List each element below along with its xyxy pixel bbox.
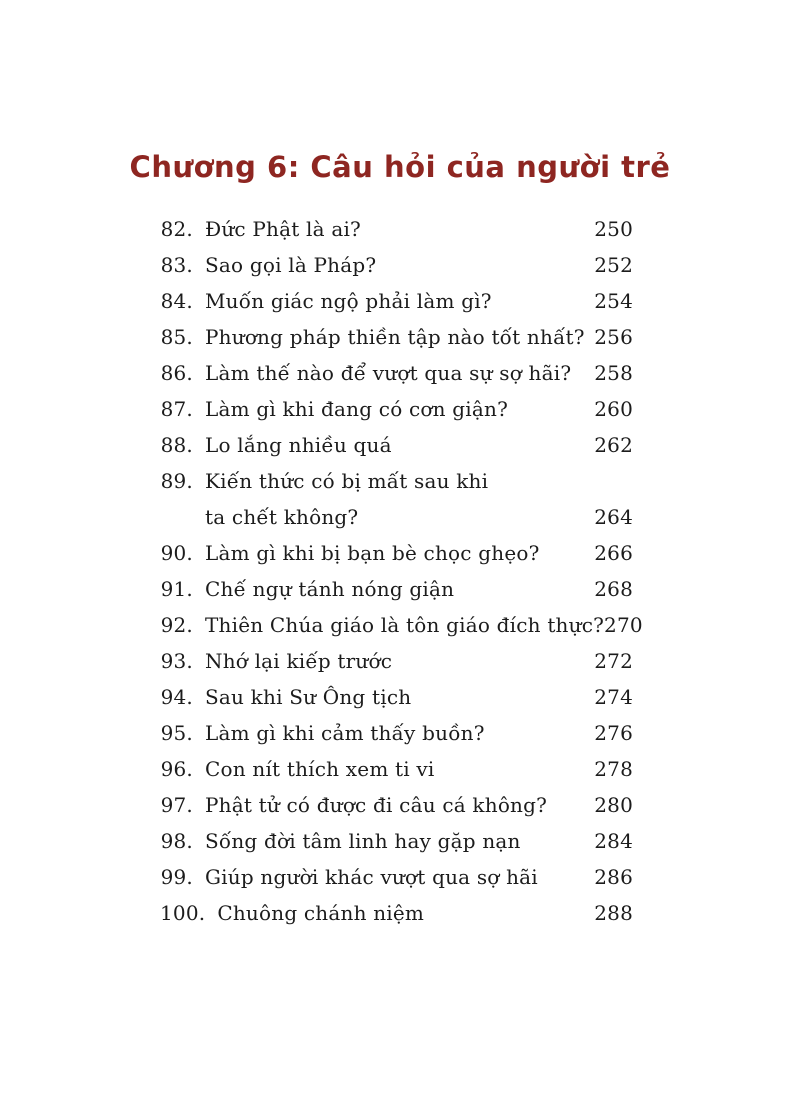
toc-entry-number: 89. xyxy=(160,469,193,493)
toc-entry-page: 274 xyxy=(594,685,633,709)
toc-entry-page: 272 xyxy=(594,649,633,673)
toc-entry-title: Sống đời tâm linh hay gặp nạn xyxy=(205,829,521,853)
toc-entry-number: 94. xyxy=(160,685,193,709)
toc-entry-title: Phật tử có được đi câu cá không? xyxy=(205,793,548,817)
toc-entry-line xyxy=(160,823,633,859)
toc-entry-title: Thiên Chúa giáo là tôn giáo đích thực? xyxy=(205,613,605,637)
toc-entry-line xyxy=(160,571,633,607)
toc-entry-title: Nhớ lại kiếp trước xyxy=(205,649,393,673)
toc-entry-line xyxy=(160,751,633,787)
toc-entry-title: Muốn giác ngộ phải làm gì? xyxy=(205,289,492,313)
toc-entry-title: Chế ngự tánh nóng giận xyxy=(205,577,455,601)
toc-entry-line xyxy=(160,679,633,715)
toc-entry-number: 93. xyxy=(160,649,193,673)
toc-entry-page: 252 xyxy=(594,253,633,277)
toc-entry-page: 284 xyxy=(594,829,633,853)
toc-entry-line xyxy=(160,211,633,247)
toc-entry-number: 98. xyxy=(160,829,193,853)
toc-entry-number: 90. xyxy=(160,541,193,565)
toc-entry-line xyxy=(160,535,633,571)
toc-entry-page: 266 xyxy=(594,541,633,565)
toc-entry-title: Đức Phật là ai? xyxy=(205,217,361,241)
toc-entry-page: 262 xyxy=(594,433,633,457)
toc-list xyxy=(160,211,643,931)
toc-entry-number: 99. xyxy=(160,865,193,889)
toc-entry-number: 97. xyxy=(160,793,193,817)
toc-entry-line xyxy=(160,895,633,931)
toc-entry-number: 91. xyxy=(160,577,193,601)
toc-entry-line xyxy=(160,715,633,751)
toc-entry-line xyxy=(160,355,633,391)
toc-entry-number: 86. xyxy=(160,361,193,385)
toc-entry-title: Làm gì khi cảm thấy buồn? xyxy=(205,721,485,745)
toc-entry-title: Chuông chánh niệm xyxy=(217,901,425,925)
toc-entry-title: Lo lắng nhiều quá xyxy=(205,433,392,457)
toc-entry-page: 276 xyxy=(594,721,633,745)
toc-entry-number: 92. xyxy=(160,613,193,637)
toc-entry-title: ta chết không? xyxy=(205,505,359,529)
toc-entry-line xyxy=(160,427,633,463)
toc-entry-number: 82. xyxy=(160,217,193,241)
toc-entry-page: 288 xyxy=(594,901,633,925)
toc-entry-number: 96. xyxy=(160,757,193,781)
toc-entry-line xyxy=(160,859,633,895)
toc-entry-line xyxy=(160,391,633,427)
toc-entry-title: Giúp người khác vượt qua sợ hãi xyxy=(205,865,538,889)
toc-entry-title: Làm gì khi đang có cơn giận? xyxy=(205,397,509,421)
toc-entry-page: 264 xyxy=(594,505,633,529)
toc-entry-line xyxy=(160,643,633,679)
toc-entry-title: Phương pháp thiền tập nào tốt nhất? xyxy=(205,325,585,349)
toc-entry-line xyxy=(160,607,643,643)
toc-entry-title: Sao gọi là Pháp? xyxy=(205,253,377,277)
toc-entry-page: 260 xyxy=(594,397,633,421)
toc-entry-page: 280 xyxy=(594,793,633,817)
toc-entry-title: Kiến thức có bị mất sau khi xyxy=(205,469,489,493)
toc-entry-title: Làm thế nào để vượt qua sự sợ hãi? xyxy=(205,361,572,385)
toc-entry-line xyxy=(160,319,633,355)
toc-entry-title: Làm gì khi bị bạn bè chọc ghẹo? xyxy=(205,541,540,565)
toc-entry-number: 88. xyxy=(160,433,193,457)
toc-entry-page: 270 xyxy=(604,613,643,637)
toc-entry-line xyxy=(160,463,633,499)
toc-entry-title: Con nít thích xem ti vi xyxy=(205,757,435,781)
toc-entry-page: 256 xyxy=(594,325,633,349)
toc-entry-number: 100. xyxy=(160,901,206,925)
toc-entry-line xyxy=(160,499,633,535)
toc-entry-page: 250 xyxy=(594,217,633,241)
toc-entry-number: 87. xyxy=(160,397,193,421)
toc-entry-page: 268 xyxy=(594,577,633,601)
toc-entry-page: 278 xyxy=(594,757,633,781)
chapter-title: Chương 6: Câu hỏi của người trẻ xyxy=(129,150,671,184)
toc-entry-line xyxy=(160,283,633,319)
toc-entry-number: 95. xyxy=(160,721,193,745)
toc-entry-number: 84. xyxy=(160,289,193,313)
toc-entry-line xyxy=(160,787,633,823)
toc-entry-page: 254 xyxy=(594,289,633,313)
toc-entry-number: 85. xyxy=(160,325,193,349)
toc-entry-line xyxy=(160,247,633,283)
toc-entry-title: Sau khi Sư Ông tịch xyxy=(205,685,412,709)
toc-entry-page: 286 xyxy=(594,865,633,889)
toc-entry-page: 258 xyxy=(594,361,633,385)
toc-entry-number: 83. xyxy=(160,253,193,277)
